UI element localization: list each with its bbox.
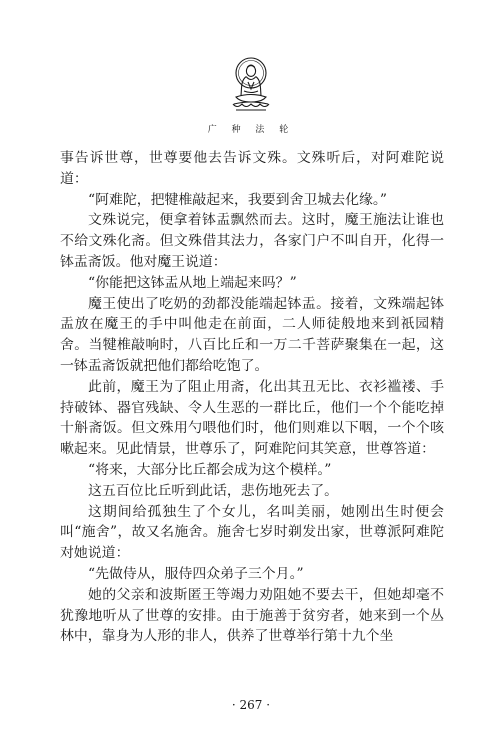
paragraph: 事告诉世尊，世尊要他去告诉文殊。文殊听后，对阿难陀说道： (60, 150, 444, 187)
paragraph: “你能把这钵盂从地上端起来吗？” (88, 274, 297, 291)
paragraph: 她的父亲和波斯匿王等竭力劝阻她不要去干，但她却毫不犹豫地听从了世尊的安排。由于施善于贫穷者，她来到一个丛林中，靠身为人形的非人，供养了世尊举行第十九个坐 (60, 586, 444, 645)
page-number: · 267 · (231, 698, 271, 712)
paragraph: 这五百位比丘听到此话，悲伤地死去了。 (88, 482, 339, 499)
paragraph: 这期间给孤独生了个女儿，名叫美丽，她刚出生时便会叫“施舍”，故又名施舍。施舍七岁时剃发出家，世尊派阿难陀对她说道： (60, 503, 444, 562)
paragraph: 文殊说完，便拿着钵盂飘然而去。这时，魔王施法让谁也不给文殊化斋。但文殊借其法力，各家门户不叫自开，化得一钵盂斋饭。他对魔王说道： (60, 212, 444, 270)
paragraph: “阿难陀，把犍椎敲起来，我要到舍卫城去化缘。” (88, 191, 387, 208)
paragraph: “先做侍从，服侍四众弟子三个月。” (88, 565, 304, 582)
paragraph: 此前，魔王为了阻止用斋，化出其丑无比、衣衫褴褛、手持破钵、器官残缺、令人生恶的一群比丘，他们一个个能吃掉十斛斋饭。但文殊用勺喂他们时，他们则难以下咽，一个个咳嗽起来。见此情景，世尊乐了，阿难陀问其笑意，世尊答道： (60, 378, 444, 458)
paragraph: “将来，大部分比丘都会成为这个模样。” (88, 461, 332, 478)
seated-buddha-icon (228, 56, 274, 114)
paragraph: 魔王使出了吃奶的劲都没能端起钵盂。接着，文殊端起钵盂放在魔王的手中叫他走在前面，二人师徒般地来到祇园精舍。当犍椎敲响时，八百比丘和一万二千菩萨聚集在一起，这一钵盂斋饭就把他们都给吃饱了。 (60, 295, 444, 374)
section-caption: 广 种 法 轮 (207, 125, 295, 135)
body-text (60, 148, 444, 647)
